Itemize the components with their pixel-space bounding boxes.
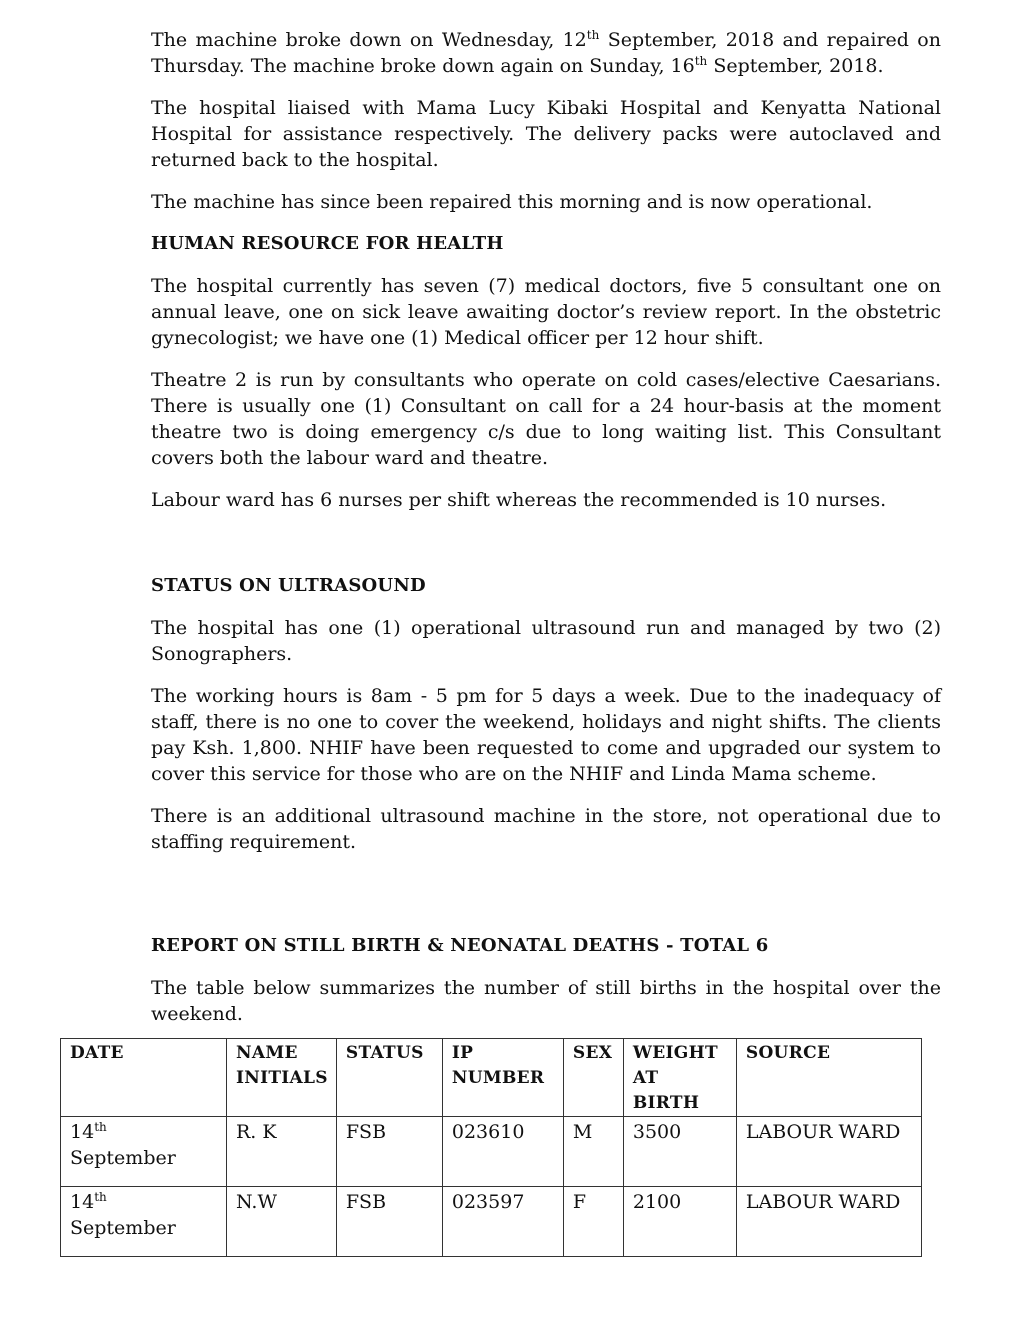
header-source xyxy=(736,1039,921,1117)
text-fragment: The machine broke down on Wednesday, 12 xyxy=(151,29,587,51)
cell-ip-number: 023597 xyxy=(442,1187,563,1257)
hr-heading: HUMAN RESOURCE FOR HEALTH xyxy=(151,233,504,254)
liaised-paragraph: The hospital liaised with Mama Lucy Kibaki Hospital and Kenyatta National Hospital for assistance respectively. The delivery packs were autoclaved and returned back to the hospital. xyxy=(151,97,941,171)
header-label: SOURCE xyxy=(745,1043,831,1063)
document-page xyxy=(151,27,941,1043)
hr-paragraph-theatre: Theatre 2 is run by consultants who operate on cold cases/elective Caesarians. There is usually one (1) Consultant on call for a 24 hour-basis at the moment theatre two is doing emergency c/s due to long waiting list. This Consultant covers both the labour ward and theatre. xyxy=(151,369,941,469)
table-row xyxy=(61,1117,922,1187)
date-month: September xyxy=(70,1217,176,1239)
cell-source: LABOUR WARD xyxy=(736,1117,921,1187)
date-day: 14 xyxy=(70,1191,95,1213)
cell-status: FSB xyxy=(336,1117,442,1187)
table-header-row xyxy=(61,1039,922,1117)
header-weight-at-birth xyxy=(623,1039,736,1117)
repaired-paragraph: The machine has since been repaired this morning and is now operational. xyxy=(151,191,873,213)
header-label: NUMBER xyxy=(451,1068,545,1088)
stillbirth-table xyxy=(60,1038,922,1257)
header-label: WEIGHT xyxy=(632,1043,718,1063)
header-ip-number xyxy=(442,1039,563,1117)
text-fragment: September, 2018. xyxy=(707,55,884,77)
ultrasound-paragraph-additional: There is an additional ultrasound machine in the store, not operational due to staffing requirement. xyxy=(151,805,941,853)
header-sex xyxy=(563,1039,623,1117)
cell-sex: F xyxy=(563,1187,623,1257)
header-label: DATE xyxy=(70,1043,124,1063)
date-day: 14 xyxy=(70,1121,95,1143)
ordinal-suffix: th xyxy=(94,1190,107,1204)
section-spacer xyxy=(151,529,941,573)
table-row xyxy=(61,1187,922,1257)
header-label: NAME xyxy=(236,1043,298,1063)
cell-source: LABOUR WARD xyxy=(736,1187,921,1257)
header-status xyxy=(336,1039,442,1117)
header-label: INITIALS xyxy=(236,1068,328,1088)
cell-ip-number: 023610 xyxy=(442,1117,563,1187)
section-spacer xyxy=(151,871,941,933)
cell-status: FSB xyxy=(336,1187,442,1257)
header-label: IP xyxy=(451,1043,474,1063)
ordinal-suffix: th xyxy=(94,1120,107,1134)
cell-sex: M xyxy=(563,1117,623,1187)
ultrasound-paragraph-operational: The hospital has one (1) operational ultrasound run and managed by two (2) Sonographers. xyxy=(151,617,941,665)
header-name-initials xyxy=(227,1039,337,1117)
ordinal-suffix: th xyxy=(586,28,600,42)
cell-name-initials: R. K xyxy=(227,1117,337,1187)
date-month: September xyxy=(70,1147,176,1169)
text-fragment: September, 2018 and repaired on Thursday. The machine broke down again on Sunday, 16 xyxy=(151,29,941,77)
header-label: AT BIRTH xyxy=(632,1068,700,1113)
hr-paragraph-doctors: The hospital currently has seven (7) medical doctors, five 5 consultant one on annual leave, one on sick leave awaiting doctor’s review report. In the obstetric gynecologist; we have one (1) Medical officer per 12 hour shift. xyxy=(151,275,941,349)
cell-date xyxy=(61,1117,227,1187)
hr-paragraph-nurses: Labour ward has 6 nurses per shift whereas the recommended is 10 nurses. xyxy=(151,489,887,511)
cell-name-initials: N.W xyxy=(227,1187,337,1257)
ordinal-suffix: th xyxy=(694,54,708,68)
cell-weight: 2100 xyxy=(623,1187,736,1257)
machine-breakdown-paragraph xyxy=(151,27,941,79)
header-date xyxy=(61,1039,227,1117)
cell-weight: 3500 xyxy=(623,1117,736,1187)
ultrasound-paragraph-hours: The working hours is 8am - 5 pm for 5 days a week. Due to the inadequacy of staff, there is no one to cover the weekend, holidays and night shifts. The clients pay Ksh. 1,800. NHIF have been requested to come and upgraded our system to cover this service for those who are on the NHIF and Linda Mama scheme. xyxy=(151,685,941,785)
header-label: STATUS xyxy=(345,1043,424,1063)
stillbirth-heading: REPORT ON STILL BIRTH & NEONATAL DEATHS - TOTAL 6 xyxy=(151,935,769,956)
ultrasound-heading: STATUS ON ULTRASOUND xyxy=(151,575,426,596)
stillbirth-intro-paragraph: The table below summarizes the number of still births in the hospital over the weekend. xyxy=(151,977,941,1025)
header-label: SEX xyxy=(572,1043,613,1063)
cell-date xyxy=(61,1187,227,1257)
